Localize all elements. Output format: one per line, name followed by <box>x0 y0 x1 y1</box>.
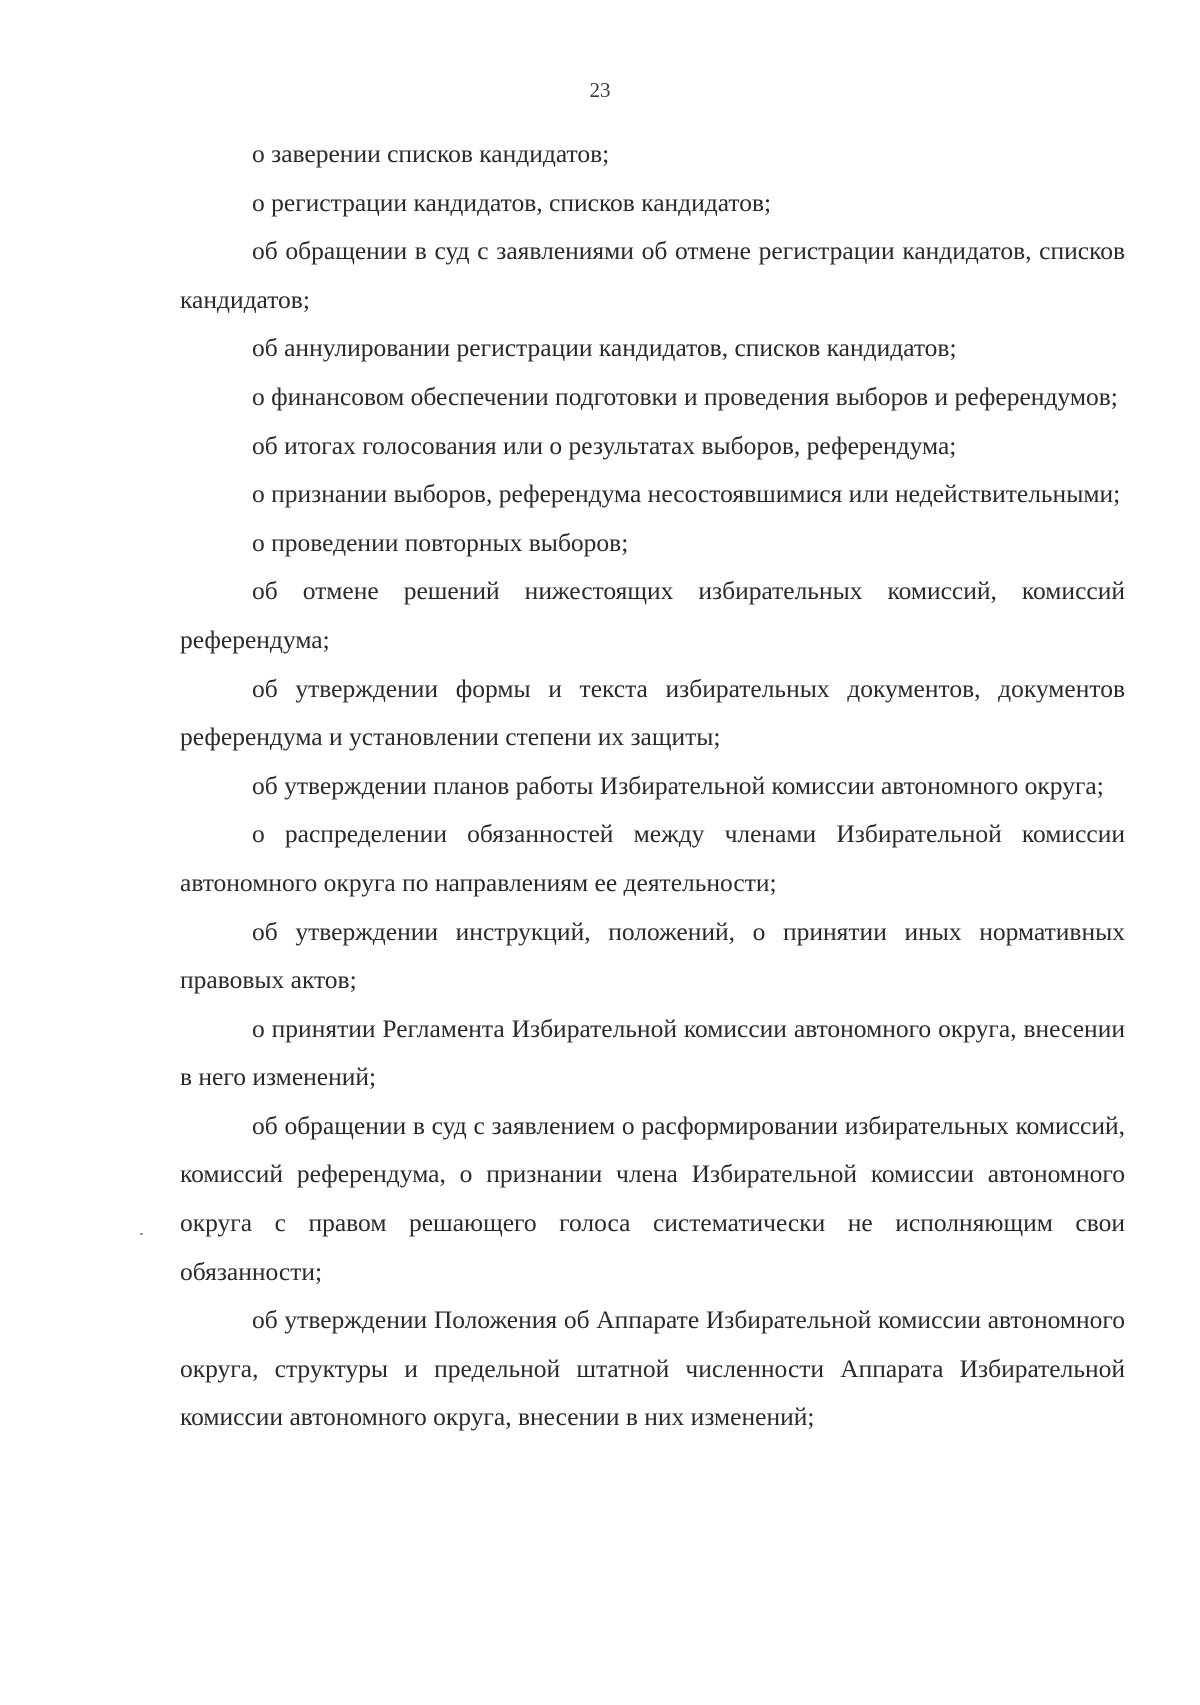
list-item: о проведении повторных выборов; <box>252 527 629 557</box>
list-item: о финансовом обеспечении подготовки и проведения выборов и референдумов; <box>252 381 1118 411</box>
list-item: об утверждении планов работы Избирательной комиссии автономного округа; <box>252 770 1104 800</box>
list-item: о распределении обязанностей между членами Избирательной комиссии автономного округа по направлениям ее деятельности; <box>180 819 1125 897</box>
list-item: о регистрации кандидатов, списков кандидатов; <box>252 187 772 217</box>
list-item: об утверждении Положения об Аппарате Избирательной комиссии автономного округа, структуры и предельной штатной численности Аппарата Избирательной комиссии автономного округа, внесении в них изменений; <box>180 1305 1125 1432</box>
list-item: об аннулировании регистрации кандидатов, списков кандидатов; <box>252 333 957 363</box>
list-item: об утверждении формы и текста избирательных документов, документов референдума и установлении степени их защиты; <box>180 673 1125 752</box>
list-item: о принятии Регламента Избирательной комиссии автономного округа, внесении в него изменений; <box>180 1013 1125 1092</box>
list-item: об обращении в суд с заявлением о расформировании избирательных комиссий, комиссий референдума, о признании члена Избирательной комиссии автономного округа с правом решающего голоса систематически не исполняющим свои обязанности; <box>180 1110 1125 1286</box>
list-item: об утверждении инструкций, положений, о принятии иных нормативных правовых актов; <box>180 916 1125 995</box>
list-item: о заверении списков кандидатов; <box>252 139 610 168</box>
list-item: о признании выборов, референдума несостоявшимися или недействительными; <box>252 479 1121 509</box>
scan-speck <box>140 1233 143 1235</box>
list-item: об отмене решений нижестоящих избирательных комиссий, комиссий референдума; <box>180 576 1125 654</box>
list-item: об итогах голосования или о результатах выборов, референдума; <box>252 430 957 460</box>
page-number: 23 <box>589 78 611 102</box>
list-item: об обращении в суд с заявлениями об отмене регистрации кандидатов, списков кандидатов; <box>180 236 1125 314</box>
document-body <box>180 130 1125 1442</box>
